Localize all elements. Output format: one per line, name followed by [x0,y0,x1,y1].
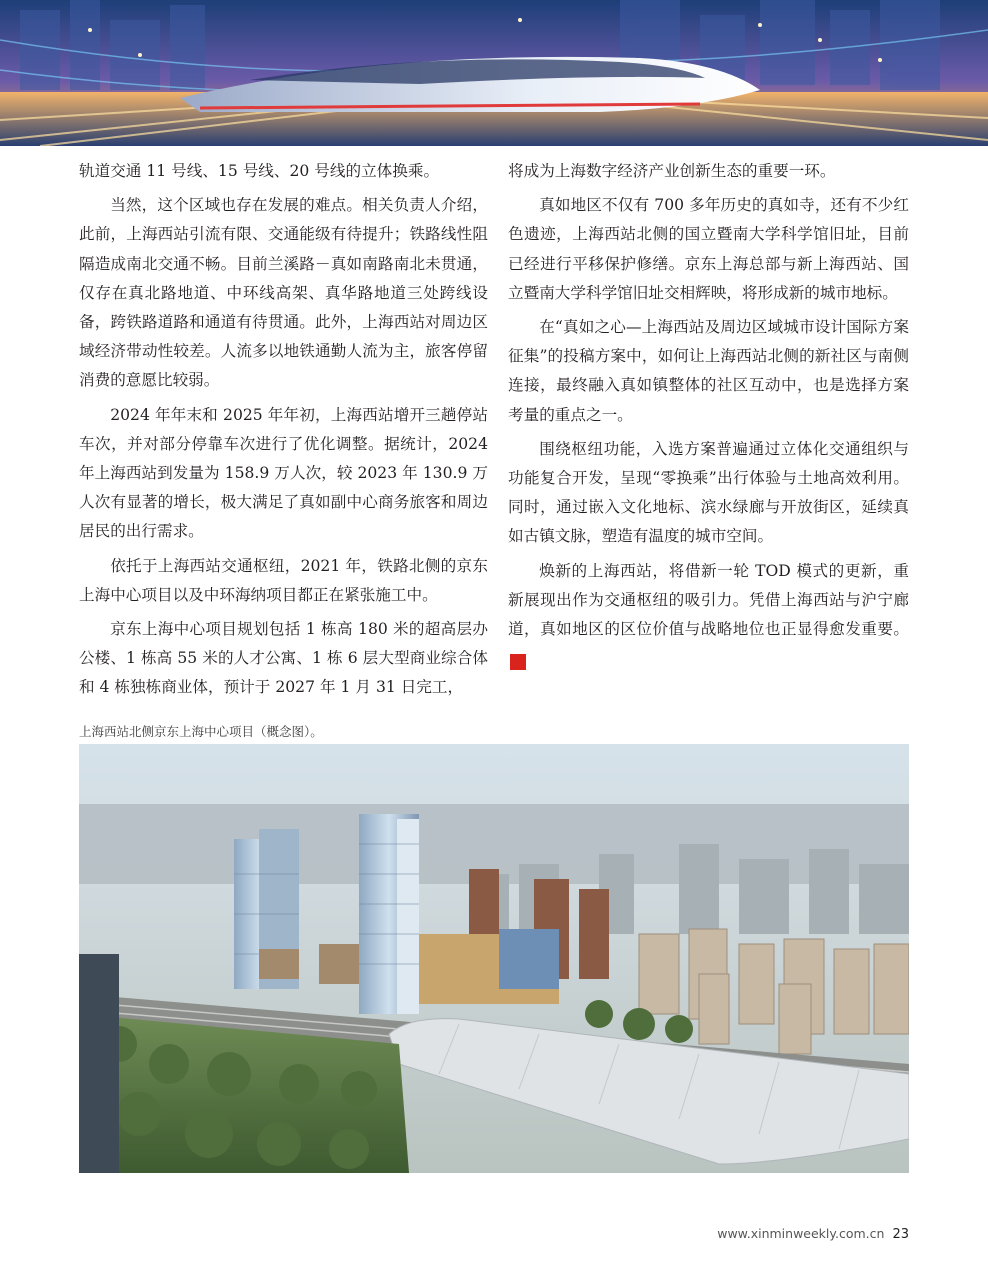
page-footer [717,1226,909,1242]
last-paragraph [508,557,909,674]
article-right-column [508,157,909,678]
paragraph-text: 焕新的上海西站，将借新一轮 TOD 模式的更新，重新展现出作为交通枢纽的吸引力。凭借上海西站与沪宁廊道，真如地区的区位价值与战略地位也正显得愈发重要。 [508,561,909,639]
paragraph: 将成为上海数字经济产业创新生态的重要一环。 [508,162,836,180]
website-url: www.xinminweekly.com.cn [717,1226,885,1241]
figure-caption: 上海西站北侧京东上海中心项目（概念图）。 [79,724,323,739]
article-left-column [79,157,488,708]
end-mark-icon: 民 [510,654,526,670]
page-number: 23 [892,1227,909,1242]
paragraph: 当然，这个区域也存在发展的难点。相关负责人介绍，此前，上海西站引流有限、交通能级有待提升；铁路线性阻隔造成南北交通不畅。目前兰溪路－真如南路南北未贯通，仅存在真北路地道、中环线高架、真华路地道三处跨线设备，跨铁路道路和通道有待贯通。此外，上海西站对周边区域经济带动性较差。人流多以地铁通勤人流为主，旅客停留消费的意愿比较弱。 [79,196,488,390]
figure-image [79,744,909,1173]
banner-image [0,0,988,146]
paragraph: 轨道交通 11 号线、15 号线、20 号线的立体换乘。 [79,162,440,180]
jd-center-rendering [79,744,909,1173]
high-speed-train-illustration [0,0,988,146]
paragraph: 依托于上海西站交通枢纽，2021 年，铁路北侧的京东上海中心项目以及中环海纳项目都正在紧张施工中。 [79,556,488,604]
paragraph: 真如地区不仅有 700 多年历史的真如寺，还有不少红色遗迹，上海西站北侧的国立暨南大学科学馆旧址，目前已经进行平移保护修缮。京东上海总部与新上海西站、国立暨南大学科学馆旧址交相辉映，将形成新的城市地标。 [508,196,909,302]
paragraph: 在“真如之心—上海西站及周边区域城市设计国际方案征集”的投稿方案中，如何让上海西站北侧的新社区与南侧连接，最终融入真如镇整体的社区互动中，也是选择方案考量的重点之一。 [508,318,909,424]
paragraph: 京东上海中心项目规划包括 1 栋高 180 米的超高层办公楼、1 栋高 55 米的人才公寓、1 栋 6 层大型商业综合体和 4 栋独栋商业体，预计于 2027 年 1 月 31 日完工， [79,620,488,697]
paragraph: 围绕枢纽功能，入选方案普遍通过立体化交通组织与功能复合开发，呈现“零换乘”出行体验与土地高效利用。同时，通过嵌入文化地标、滨水绿廊与开放街区，延续真如古镇文脉，塑造有温度的城市空间。 [508,439,909,546]
paragraph: 2024 年年末和 2025 年年初，上海西站增开三趟停站车次，并对部分停靠车次进行了优化调整。据统计，2024 年上海西站到发量为 158.9 万人次，较 2023 年 130.9 万人次有显著的增长，极大满足了真如副中心商务旅客和周边居民的出行需求。 [79,405,488,541]
